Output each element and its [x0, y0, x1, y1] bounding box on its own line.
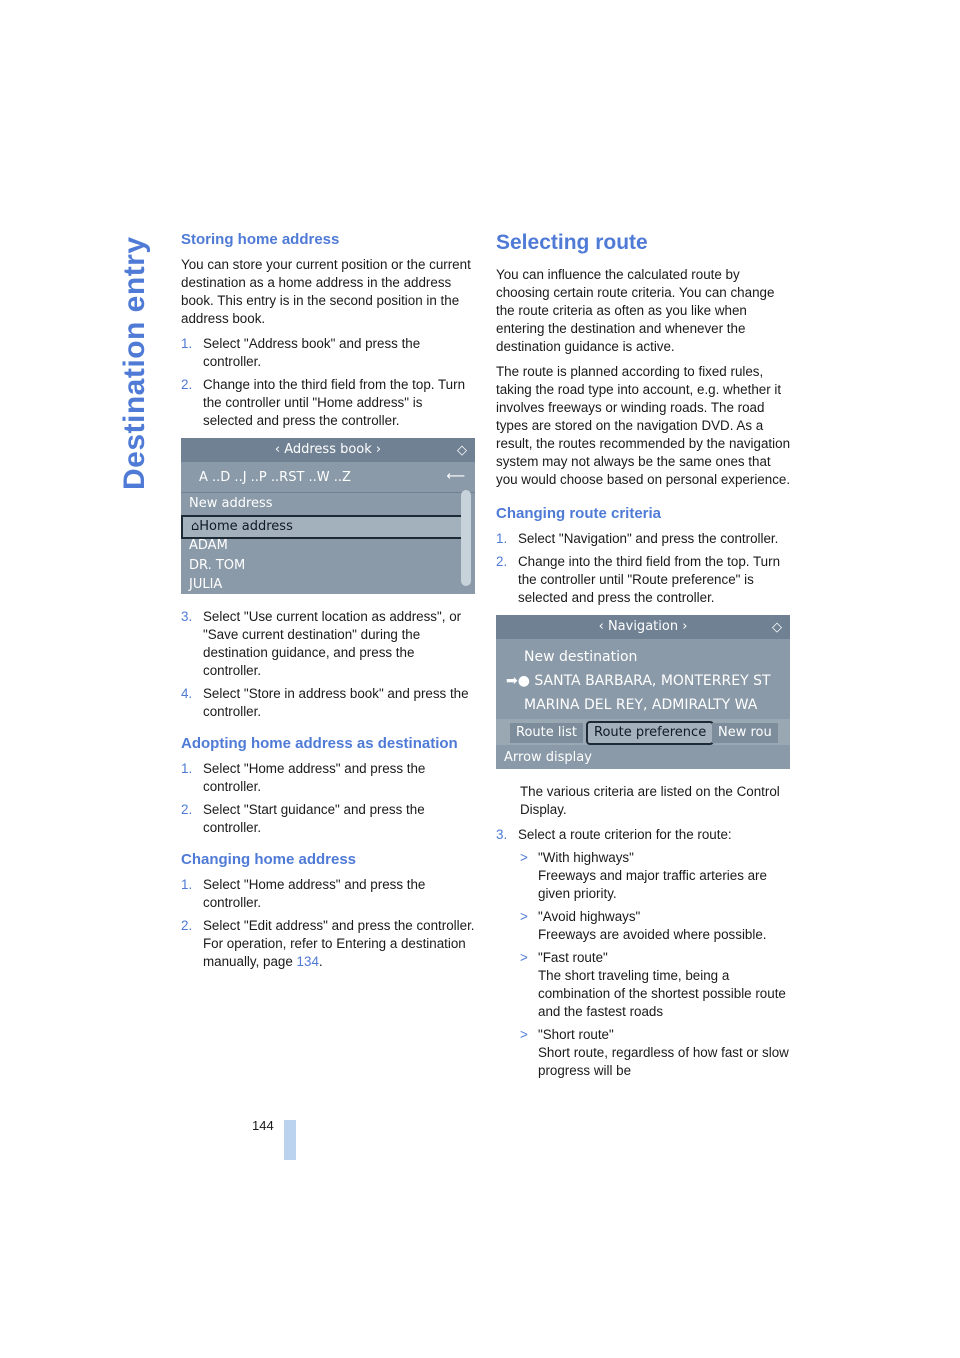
step-text: Select "Address book" and press the controller.	[203, 336, 421, 369]
step	[181, 608, 475, 680]
step-text: Select "Store in address book" and press the controller.	[203, 686, 469, 719]
paragraph-intro: You can influence the calculated route by choosing certain route criteria. You can change the route criteria as often as you like when entering the destination and whenever the destination guidance is active.	[496, 267, 775, 354]
bullet-glyph: >	[520, 850, 528, 865]
step-text-end: .	[318, 954, 323, 969]
step-text: Select "Home address" and press the controller.	[203, 877, 426, 910]
step	[496, 553, 792, 607]
step-number: 1.	[181, 877, 193, 892]
bullet-item	[520, 849, 792, 903]
paragraph-criteria-list: The various criteria are listed on the Control Display.	[520, 784, 780, 817]
step	[181, 876, 475, 912]
list-item: DR. TOM	[189, 558, 246, 573]
step-number: 2.	[181, 918, 193, 933]
step-text: Change into the third field from the top. Turn the controller until "Home address" is selected and press the controller.	[203, 377, 466, 428]
step	[181, 335, 475, 371]
step-number: 3.	[496, 827, 508, 842]
step	[181, 685, 475, 721]
address-book-screenshot	[181, 438, 475, 594]
step	[496, 530, 792, 548]
route-list-button: Route list	[510, 723, 583, 743]
bullet-title: "With highways"	[538, 850, 634, 865]
bullet-title: "Short route"	[538, 1027, 614, 1042]
step-number: 1.	[181, 336, 193, 351]
step-text: Select a route criterion for the route:	[518, 827, 732, 842]
menu-new-destination: New destination	[524, 649, 638, 665]
bullet-desc: Freeways are avoided where possible.	[538, 927, 767, 942]
step	[181, 917, 475, 971]
step-text	[203, 917, 475, 971]
step-text: Select "Start guidance" and press the controller.	[203, 802, 425, 835]
bullet-desc: Freeways and major traffic arteries are given priority.	[538, 868, 767, 901]
list-item: ADAM	[189, 538, 228, 553]
recent-destination-2: MARINA DEL REY, ADMIRALTY WA	[524, 697, 758, 713]
page-number: 144	[252, 1118, 274, 1133]
step	[496, 826, 792, 844]
navigation-screenshot	[496, 615, 790, 769]
controller-icon: ◇	[772, 620, 782, 635]
bullet-glyph: >	[520, 950, 528, 965]
step-text: Select "Use current location as address", or "Save current destination" during the destination guidance, and press the controller.	[203, 609, 462, 678]
bullet-item	[520, 949, 792, 1021]
recent-destination-1: ➡● SANTA BARBARA, MONTERREY ST	[506, 673, 771, 689]
step-text: Select "Home address" and press the controller.	[203, 761, 426, 794]
page-link[interactable]: 134	[296, 954, 319, 969]
side-section-title: Destination entry	[118, 236, 151, 490]
step	[181, 376, 475, 430]
back-arrow-icon: ⟵	[446, 469, 465, 484]
page-bar	[284, 1120, 296, 1160]
bullet-item	[520, 908, 792, 944]
new-route-button: New rou	[712, 723, 778, 743]
step-text-body: Select "Edit address" and press the controller. For operation, refer to Entering a destination manually, page	[203, 918, 475, 969]
route-preference-button: Route preference	[586, 721, 714, 745]
list-item: JULIA	[189, 577, 223, 592]
step	[181, 760, 475, 796]
bullet-desc: Short route, regardless of how fast or slow progress will be	[538, 1045, 789, 1078]
alphabet-row: A ..D ..J ..P ..RST ..W ..Z	[199, 470, 351, 485]
list-item: New address	[189, 496, 273, 511]
step	[181, 801, 475, 837]
screen-header: ‹ Address book ›	[181, 438, 475, 462]
right-column	[496, 230, 792, 1085]
screen-header: ‹ Navigation ›	[496, 615, 790, 639]
arrow-display-item: Arrow display	[504, 750, 592, 765]
heading-adopting-home-address: Adopting home address as destination	[181, 735, 458, 752]
left-column	[181, 230, 475, 976]
step-number: 1.	[496, 531, 508, 546]
scrollbar	[461, 490, 471, 586]
bullet-title: "Avoid highways"	[538, 909, 641, 924]
step-text: Select "Navigation" and press the controller.	[518, 531, 779, 546]
bullet-item	[520, 1026, 792, 1080]
step-number: 2.	[181, 802, 193, 817]
bullet-desc: The short traveling time, being a combination of the shortest possible route and the fastest roads	[538, 968, 786, 1019]
step-text: Change into the third field from the top. Turn the controller until "Route preference" is selected and press the controller.	[518, 554, 781, 605]
step-number: 2.	[496, 554, 508, 569]
step-number: 4.	[181, 686, 193, 701]
bullet-glyph: >	[520, 909, 528, 924]
step-number: 3.	[181, 609, 193, 624]
paragraph-store: You can store your current position or the current destination as a home address in the address book. This entry is in the second position in the address book.	[181, 257, 471, 326]
divider	[181, 492, 475, 493]
heading-changing-home-address: Changing home address	[181, 851, 357, 868]
step-number: 1.	[181, 761, 193, 776]
list-item-selected: ⌂Home address	[181, 515, 463, 539]
paragraph-rules: The route is planned according to fixed rules, taking the road type into account, e.g. whether it involves freeways or winding roads. The road types are stored on the navigation DVD. As a result, the routes recommended by the navigation system may not always be the same ones that you would choose based on personal experience.	[496, 364, 791, 487]
step-number: 2.	[181, 377, 193, 392]
controller-icon: ◇	[457, 443, 467, 458]
heading-selecting-route: Selecting route	[496, 231, 648, 254]
heading-storing-home-address: Storing home address	[181, 231, 340, 248]
heading-changing-route-criteria: Changing route criteria	[496, 505, 662, 522]
bullet-title: "Fast route"	[538, 950, 608, 965]
bullet-glyph: >	[520, 1027, 528, 1042]
